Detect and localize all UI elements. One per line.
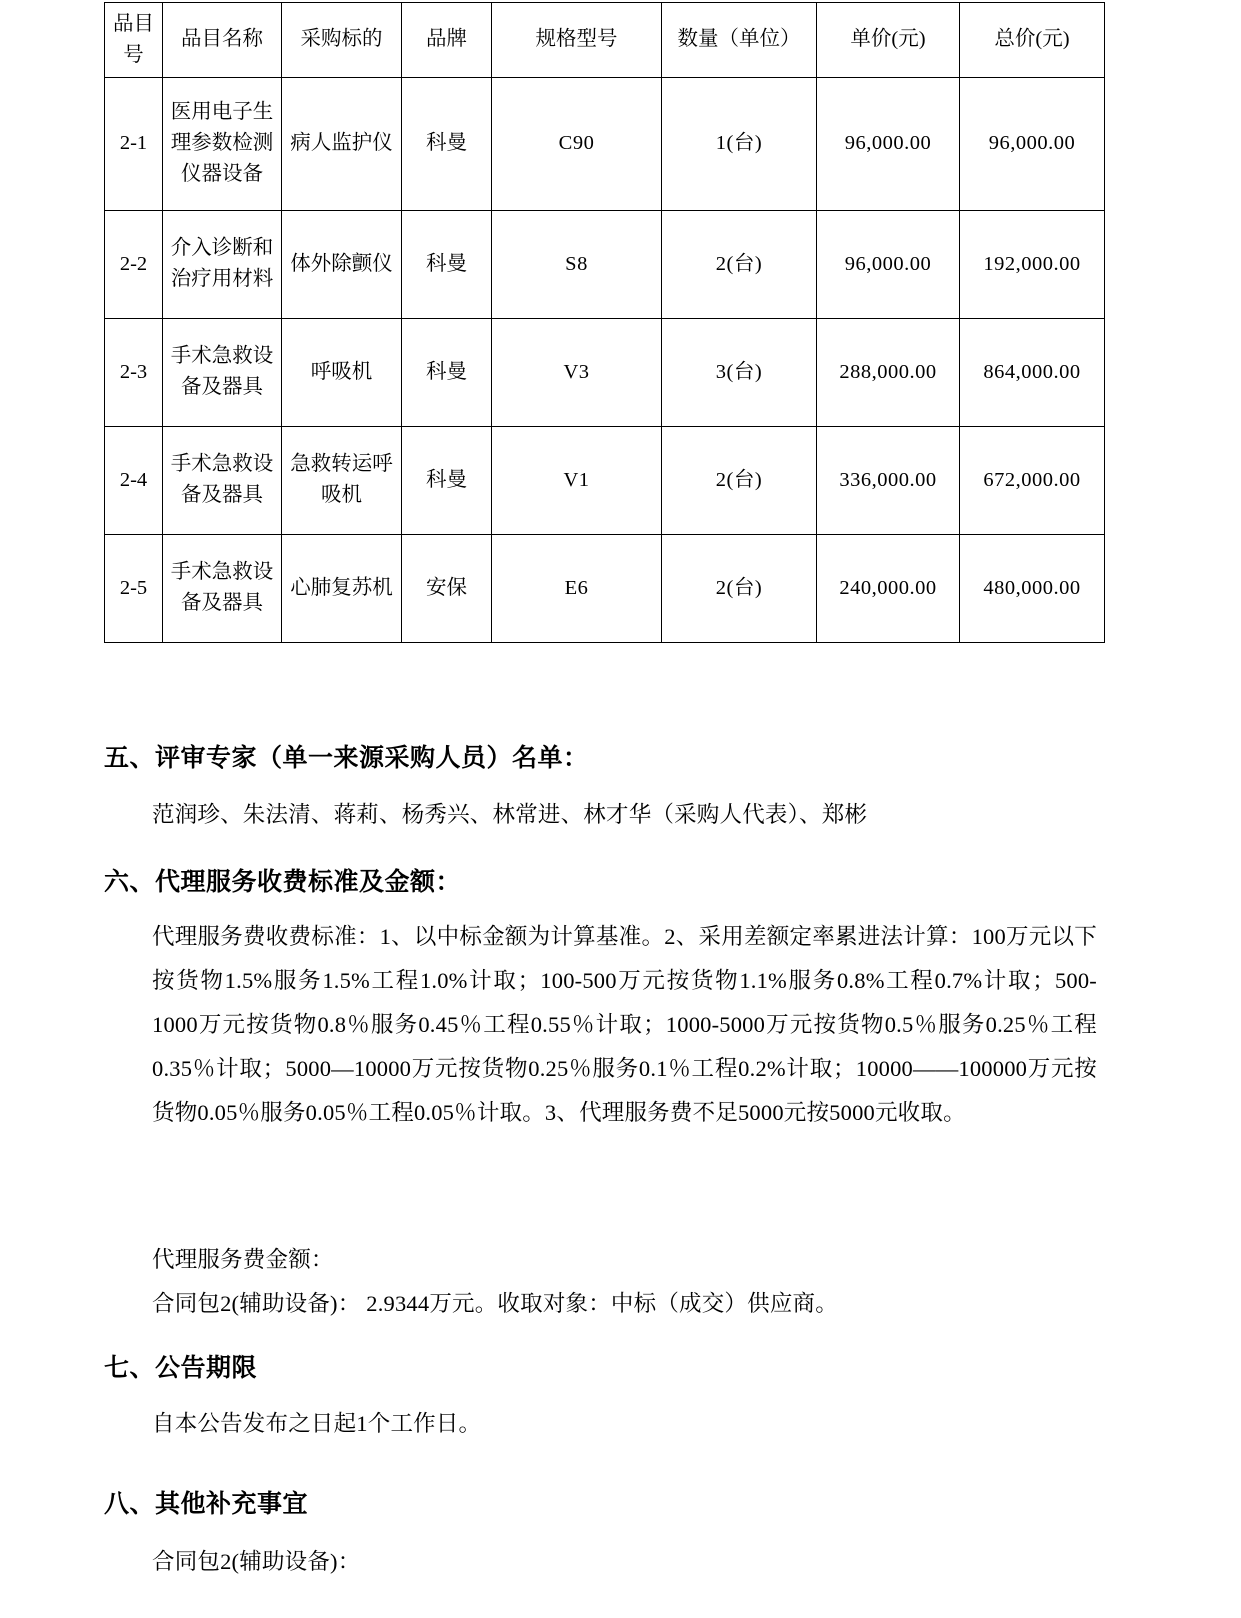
cell-brand: 科曼: [402, 318, 492, 426]
cell-procurement-target: 病人监护仪: [282, 77, 402, 210]
cell-brand: 科曼: [402, 426, 492, 534]
cell-unit-price: 240,000.00: [817, 534, 960, 642]
agency-fee-amount-text: 合同包2(辅助设备)： 2.9344万元。收取对象：中标（成交）供应商。: [152, 1291, 838, 1316]
table-row: [105, 426, 1105, 534]
cell-item-no: 2-5: [105, 534, 163, 642]
cell-item-no: 2-1: [105, 77, 163, 210]
cell-brand: 安保: [402, 534, 492, 642]
cell-procurement-target: 呼吸机: [282, 318, 402, 426]
cell-procurement-target: 体外除颤仪: [282, 210, 402, 318]
header-total-price: 总价(元): [960, 3, 1105, 78]
cell-total-price: 192,000.00: [960, 210, 1105, 318]
table-row: [105, 318, 1105, 426]
cell-item-name: 介入诊断和治疗用材料: [163, 210, 282, 318]
cell-total-price: 672,000.00: [960, 426, 1105, 534]
procurement-items-table: [104, 2, 1105, 643]
table-row: [105, 77, 1105, 210]
section-five-heading: 五、评审专家（单一来源采购人员）名单：: [104, 745, 589, 772]
cell-spec-model: V1: [492, 426, 662, 534]
cell-procurement-target: 心肺复苏机: [282, 534, 402, 642]
cell-unit-price: 288,000.00: [817, 318, 960, 426]
cell-quantity: 2(台): [662, 534, 817, 642]
section-seven-heading: 七、公告期限: [104, 1355, 258, 1382]
section-eight-heading: 八、其他补充事宜: [104, 1491, 309, 1518]
cell-spec-model: V3: [492, 318, 662, 426]
review-experts-list: 范润珍、朱法清、蒋莉、杨秀兴、林常进、林才华（采购人代表）、郑彬: [152, 802, 868, 827]
table-row: [105, 534, 1105, 642]
announcement-period-text: 自本公告发布之日起1个工作日。: [152, 1411, 482, 1436]
header-item-name: 品目名称: [163, 3, 282, 78]
header-procurement-target: 采购标的: [282, 3, 402, 78]
cell-total-price: 96,000.00: [960, 77, 1105, 210]
table-header-row: [105, 3, 1105, 78]
header-item-no: 品目号: [105, 3, 163, 78]
cell-total-price: 480,000.00: [960, 534, 1105, 642]
header-spec-model: 规格型号: [492, 3, 662, 78]
procurement-items-table-container: [104, 2, 1104, 643]
agency-fee-standard-text: 1、以中标金额为计算基准。2、采用差额定率累进法计算：100万元以下按货物1.5%服务1.5%工程1.0%计取；100-500万元按货物1.1%服务0.8%工程0.7%计取；500-1000万元按货物0.8％服务0.45％工程0.55％计取；1000-5000万元按货物0.5％服务0.25％工程0.35％计取；5000—10000万元按货物0.25％服务0.1％工程0.2%计取；10000——100000万元按货物0.05％服务0.05％工程0.05％计取。3、代理服务费不足5000元按5000元收取。: [152, 924, 1097, 1125]
agency-fee-amount-label: 代理服务费金额：: [152, 1247, 334, 1272]
cell-item-name: 手术急救设备及器具: [163, 426, 282, 534]
cell-unit-price: 96,000.00: [817, 210, 960, 318]
header-brand: 品牌: [402, 3, 492, 78]
cell-brand: 科曼: [402, 210, 492, 318]
cell-quantity: 1(台): [662, 77, 817, 210]
header-quantity-unit: 数量（单位）: [662, 3, 817, 78]
agency-fee-standard-paragraph: [152, 915, 1097, 1134]
other-supplementary-text: 合同包2(辅助设备)：: [152, 1549, 361, 1574]
cell-item-no: 2-4: [105, 426, 163, 534]
cell-item-no: 2-2: [105, 210, 163, 318]
cell-spec-model: C90: [492, 77, 662, 210]
cell-unit-price: 96,000.00: [817, 77, 960, 210]
cell-unit-price: 336,000.00: [817, 426, 960, 534]
agency-fee-standard-label: 代理服务费收费标准：: [152, 924, 380, 949]
cell-item-no: 2-3: [105, 318, 163, 426]
cell-spec-model: S8: [492, 210, 662, 318]
cell-item-name: 手术急救设备及器具: [163, 318, 282, 426]
section-six-heading: 六、代理服务收费标准及金额：: [104, 869, 462, 896]
header-unit-price: 单价(元): [817, 3, 960, 78]
cell-item-name: 医用电子生理参数检测仪器设备: [163, 77, 282, 210]
cell-total-price: 864,000.00: [960, 318, 1105, 426]
cell-quantity: 3(台): [662, 318, 817, 426]
cell-procurement-target: 急救转运呼吸机: [282, 426, 402, 534]
cell-brand: 科曼: [402, 77, 492, 210]
cell-quantity: 2(台): [662, 426, 817, 534]
cell-item-name: 手术急救设备及器具: [163, 534, 282, 642]
cell-quantity: 2(台): [662, 210, 817, 318]
cell-spec-model: E6: [492, 534, 662, 642]
table-row: [105, 210, 1105, 318]
